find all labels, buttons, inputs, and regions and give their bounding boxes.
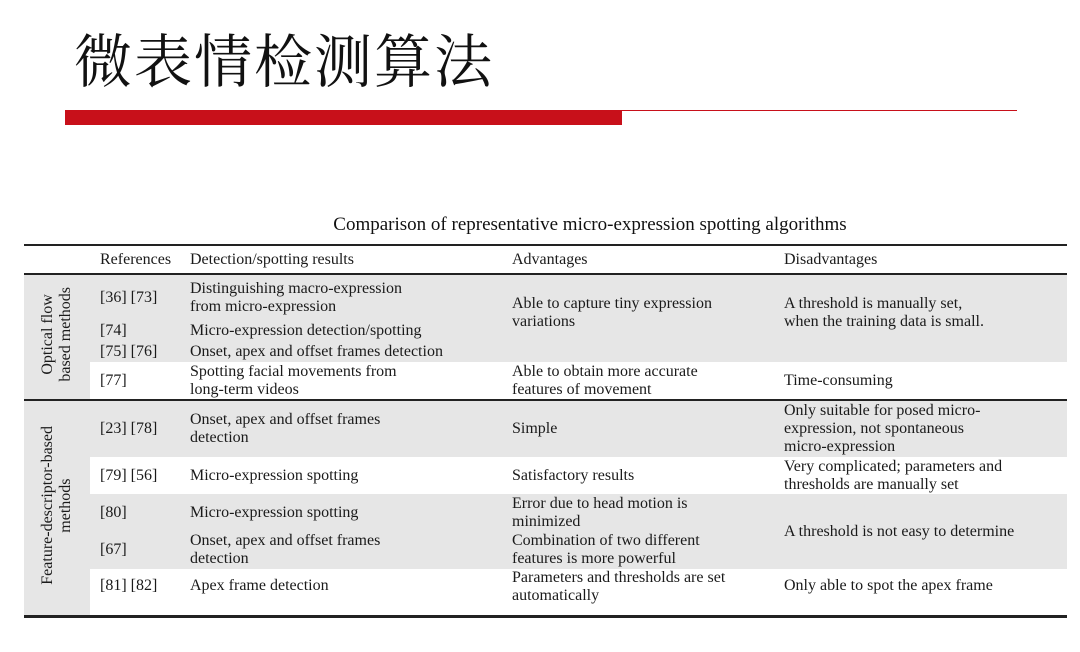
cell-advantage: Error due to head motion is minimized xyxy=(512,494,688,530)
table-row xyxy=(24,457,1067,494)
cell-result: Spotting facial movements from long-term videos xyxy=(190,362,397,398)
table-header-row xyxy=(24,245,1067,274)
title-underline-thick xyxy=(65,110,622,125)
cell-advantage: Able to capture tiny expression variations xyxy=(512,295,712,330)
cell-disadvantage: A threshold is not easy to determine xyxy=(784,522,1015,540)
group-label-optical-flow: Optical flow based methods xyxy=(24,274,90,400)
cell-disadvantage: A threshold is manually set, when the training data is small. xyxy=(784,295,984,330)
cell-result: Onset, apex and offset frames detection xyxy=(190,411,381,446)
header-references: References xyxy=(100,250,172,268)
cell-disadvantage: Only suitable for posed micro- expression, not spontaneous micro-expression xyxy=(784,402,981,455)
table-row xyxy=(24,569,1067,616)
cell-references: [75] [76] xyxy=(100,343,158,360)
header-advantages: Advantages xyxy=(512,250,588,268)
cell-result: Onset, apex and offset frames detection xyxy=(190,532,381,567)
table-caption: Comparison of representative micro-expression spotting algorithms xyxy=(333,214,847,235)
cell-references: [80] xyxy=(100,503,127,521)
table-row xyxy=(24,362,1067,400)
comparison-table xyxy=(24,244,1067,618)
cell-result: Micro-expression spotting xyxy=(190,503,359,521)
title-underline-thin xyxy=(622,110,1017,111)
cell-advantage: Combination of two different features is more powerful xyxy=(512,532,700,567)
cell-advantage: Simple xyxy=(512,420,558,437)
cell-disadvantage: Only able to spot the apex frame xyxy=(784,577,993,594)
cell-references: [74] xyxy=(100,322,127,339)
cell-advantage: Parameters and thresholds are set automatically xyxy=(512,569,726,604)
slide-title: 微表情检测算法 xyxy=(74,28,495,96)
header-disadvantages: Disadvantages xyxy=(784,250,878,268)
cell-result: Micro-expression detection/spotting xyxy=(190,322,422,339)
cell-references: [23] [78] xyxy=(100,420,158,437)
cell-disadvantage: Very complicated; parameters and thresholds are manually set xyxy=(784,457,1003,493)
cell-result: Distinguishing macro-expression from micro-expression xyxy=(190,279,402,315)
table-row xyxy=(24,494,1067,531)
cell-references: [77] xyxy=(100,371,127,389)
cell-result: Micro-expression spotting xyxy=(190,466,359,484)
cell-result: Onset, apex and offset frames detection xyxy=(190,343,443,360)
cell-advantage: Satisfactory results xyxy=(512,466,635,484)
cell-disadvantage: Time-consuming xyxy=(784,371,893,389)
cell-references: [79] [56] xyxy=(100,466,158,484)
table-row xyxy=(24,400,1067,457)
group-label-feature-descriptor: Feature-descriptor-based methods xyxy=(24,400,90,616)
table-row xyxy=(24,274,1067,320)
cell-result: Apex frame detection xyxy=(190,577,329,594)
cell-advantage: Able to obtain more accurate features of movement xyxy=(512,362,698,398)
cell-references: [67] xyxy=(100,541,127,558)
header-group-blank xyxy=(24,245,90,274)
header-detection-results: Detection/spotting results xyxy=(190,250,354,268)
cell-references: [81] [82] xyxy=(100,577,158,594)
cell-references: [36] [73] xyxy=(100,288,158,306)
